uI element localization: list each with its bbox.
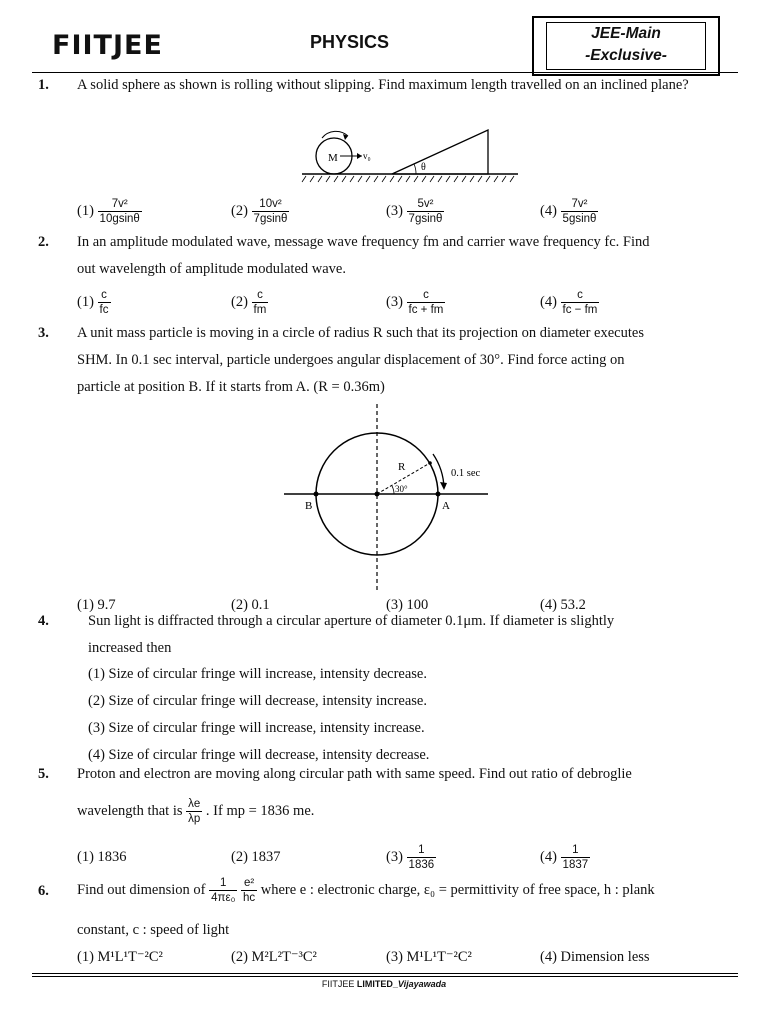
fig-velocity-label: v₀ — [363, 151, 371, 161]
q3-option-1[interactable]: (1) 9.7 — [77, 597, 116, 613]
q6-option-4[interactable]: (4) Dimension less — [540, 949, 650, 965]
q6-option-2[interactable]: (2) M²L²T⁻³C² — [231, 949, 317, 965]
q3-circle-figure — [270, 402, 500, 592]
logo: FIITJEE — [52, 30, 163, 61]
q6-option-1[interactable]: (1) M¹L¹T⁻²C² — [77, 949, 163, 965]
q3-line-1: A unit mass particle is moving in a circle of radius R such that its projection on diameter executes — [77, 325, 644, 341]
footer-rule-2 — [32, 976, 738, 977]
q4-line-1: Sun light is diffracted through a circular aperture of diameter 0.1μm. If diameter is slightly — [88, 613, 615, 629]
fig-angle-label: 30° — [395, 484, 408, 494]
q6-number: 6. — [38, 883, 49, 899]
q3-option-4[interactable]: (4) 53.2 — [540, 597, 586, 613]
q5-option-1[interactable]: (1) 1836 — [77, 849, 127, 865]
q1-figure — [300, 124, 520, 186]
q3-option-3[interactable]: (3) 100 — [386, 597, 429, 613]
q3-option-2[interactable]: (2) 0.1 — [231, 597, 270, 613]
exam-badge — [532, 16, 720, 76]
q1-text: A solid sphere as shown is rolling without slipping. Find maximum length travelled on an inclined plane? — [77, 77, 689, 93]
subject-title: PHYSICS — [310, 32, 390, 52]
q1-option-2[interactable]: (2) $\frac{\text{10v²}}{7gsin\theta}$ — [231, 198, 288, 225]
q1-option-3[interactable]: (3) $\frac{\text{5v²}}{7gsin\theta}$ — [386, 198, 443, 225]
q2-option-1[interactable]: (1) $\frac{c}{fc}$ — [77, 289, 109, 316]
fig-mass-label: M — [328, 152, 338, 164]
q1-option-1[interactable]: (1) $\frac{\text{7v²}}{10gsin\theta}$ — [77, 198, 140, 225]
footer-text: FIITJEE LIMITED_Vijayawada — [321, 979, 447, 989]
q2-option-3[interactable]: (3) $\frac{c}{fc + fm}$ — [386, 289, 444, 316]
q6-option-3[interactable]: (3) M¹L¹T⁻²C² — [386, 949, 472, 965]
q4-option-3[interactable]: (3) Size of circular fringe will increase, intensity increase. — [88, 720, 425, 736]
q3-line-3: particle at position B. If it starts from A. (R = 0.36m) — [77, 379, 385, 395]
q2-line-2: out wavelength of amplitude modulated wave. — [77, 261, 346, 277]
q1-option-4[interactable]: (4) $\frac{\text{7v²}}{5gsin\theta}$ — [540, 198, 597, 225]
fig-time-label: 0.1 sec — [451, 468, 481, 479]
q4-option-2[interactable]: (2) Size of circular fringe will decrease, intensity increase. — [88, 693, 427, 709]
fig-radius-label: R — [398, 461, 406, 473]
q5-line-2: wavelength that is $\frac{\lambda e}{\lambda p}$ . If mp = 1836 me. — [77, 798, 315, 825]
q2-option-4[interactable]: (4) $\frac{c}{fc - fm}$ — [540, 289, 598, 316]
q4-line-2: increased then — [88, 640, 172, 656]
q6-line-1: Find out dimension of $\frac{1}{\text{4πε₀}}$ $\frac{\text{e²}}{hc}$ where e : electronic charge, ε₀ = permittivity of free space, h : plank — [77, 877, 655, 904]
footer-rule-1 — [32, 973, 738, 974]
q5-option-4[interactable]: (4) $\frac{1}{1837}$ — [540, 844, 589, 871]
q4-number: 4. — [38, 613, 49, 629]
q5-option-3[interactable]: (3) $\frac{1}{1836}$ — [386, 844, 435, 871]
q5-option-2[interactable]: (2) 1837 — [231, 849, 281, 865]
q5-number: 5. — [38, 766, 49, 782]
q2-option-2[interactable]: (2) $\frac{c}{fm}$ — [231, 289, 267, 316]
badge-line-1: JEE-Main — [591, 25, 661, 42]
fig-point-b: B — [305, 500, 313, 512]
q6-line-2: constant, c : speed of light — [77, 922, 230, 938]
q5-line-1: Proton and electron are moving along circular path with same speed. Find out ratio of debroglie — [77, 766, 632, 782]
q4-option-4[interactable]: (4) Size of circular fringe will decrease, intensity decrease. — [88, 747, 430, 763]
badge-line-2: -Exclusive- — [585, 47, 667, 64]
fig-theta-label: θ — [421, 162, 426, 173]
q3-number: 3. — [38, 325, 49, 341]
q3-line-2: SHM. In 0.1 sec interval, particle undergoes angular displacement of 30°. Find force acting on — [77, 352, 625, 368]
q1-number: 1. — [38, 77, 49, 93]
q2-line-1: In an amplitude modulated wave, message wave frequency fm and carrier wave frequency fc. Find — [77, 234, 650, 250]
q4-option-1[interactable]: (1) Size of circular fringe will increase, intensity decrease. — [88, 666, 427, 682]
q2-number: 2. — [38, 234, 49, 250]
fig-point-a: A — [442, 500, 450, 512]
